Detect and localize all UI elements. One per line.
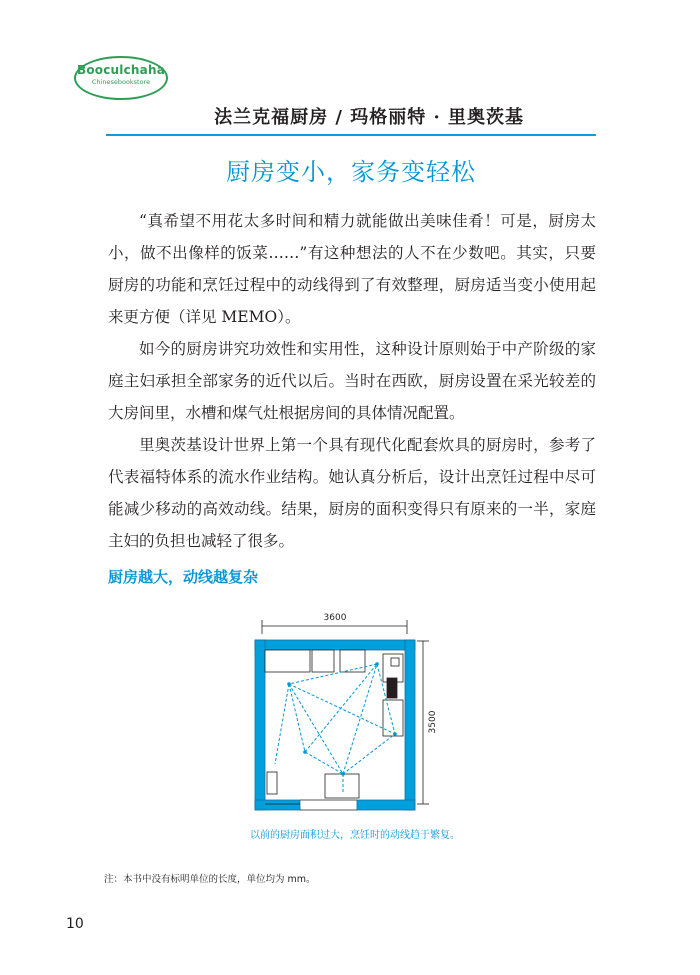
kitchen-floor-plan [245, 604, 455, 824]
figure-subheading: 厨房越大，动线越复杂 [108, 568, 259, 586]
counters [265, 650, 403, 798]
logo-subtitle: Chinesebookstore [91, 78, 151, 86]
header-divider [106, 134, 596, 136]
running-head: 法兰克福厨房 / 玛格丽特 · 里奥茨基 [214, 107, 524, 128]
article-title: 厨房变小，家务变轻松 [226, 158, 476, 186]
width-label: 3600 [323, 613, 347, 623]
figure-caption: 以前的厨房面积过大，烹饪时的动线趋于繁复。 [250, 830, 460, 841]
publisher-logo [74, 56, 168, 100]
paragraph: 里奥茨基设计世界上第一个具有现代化配套炊具的厨房时，参考了代表福特体系的流水作业结构。她认真分析后，设计出烹饪过程中尽可能减少移动的高效动线。结果，厨房的面积变得只有原来的一半，家庭主妇的负担也减轻了很多。 [108, 436, 596, 550]
height-label: 3500 [428, 710, 438, 734]
page-number: 10 [66, 916, 84, 932]
movement-nodes [287, 662, 397, 776]
paragraph: “真希望不用花太多时间和精力就能做出美味佳肴！可是，厨房太小，做不出像样的饭菜……”有这种想法的人不在少数吧。其实，只要厨房的功能和烹饪过程中的动线得到了有效整理，厨房适当变小使用起来更方便（详见 MEMO）。 [108, 212, 596, 326]
unit-note: 注：本书中没有标明单位的长度，单位均为 mm。 [104, 874, 316, 885]
logo-name: Booculchaha [77, 63, 165, 77]
paragraph: 如今的厨房讲究功效性和实用性，这种设计原则始于中产阶级的家庭主妇承担全部家务的近代以后。当时在西欧，厨房设置在采光较差的大房间里，水槽和煤气灶根据房间的具体情况配置。 [108, 340, 596, 422]
article-body [108, 205, 596, 557]
